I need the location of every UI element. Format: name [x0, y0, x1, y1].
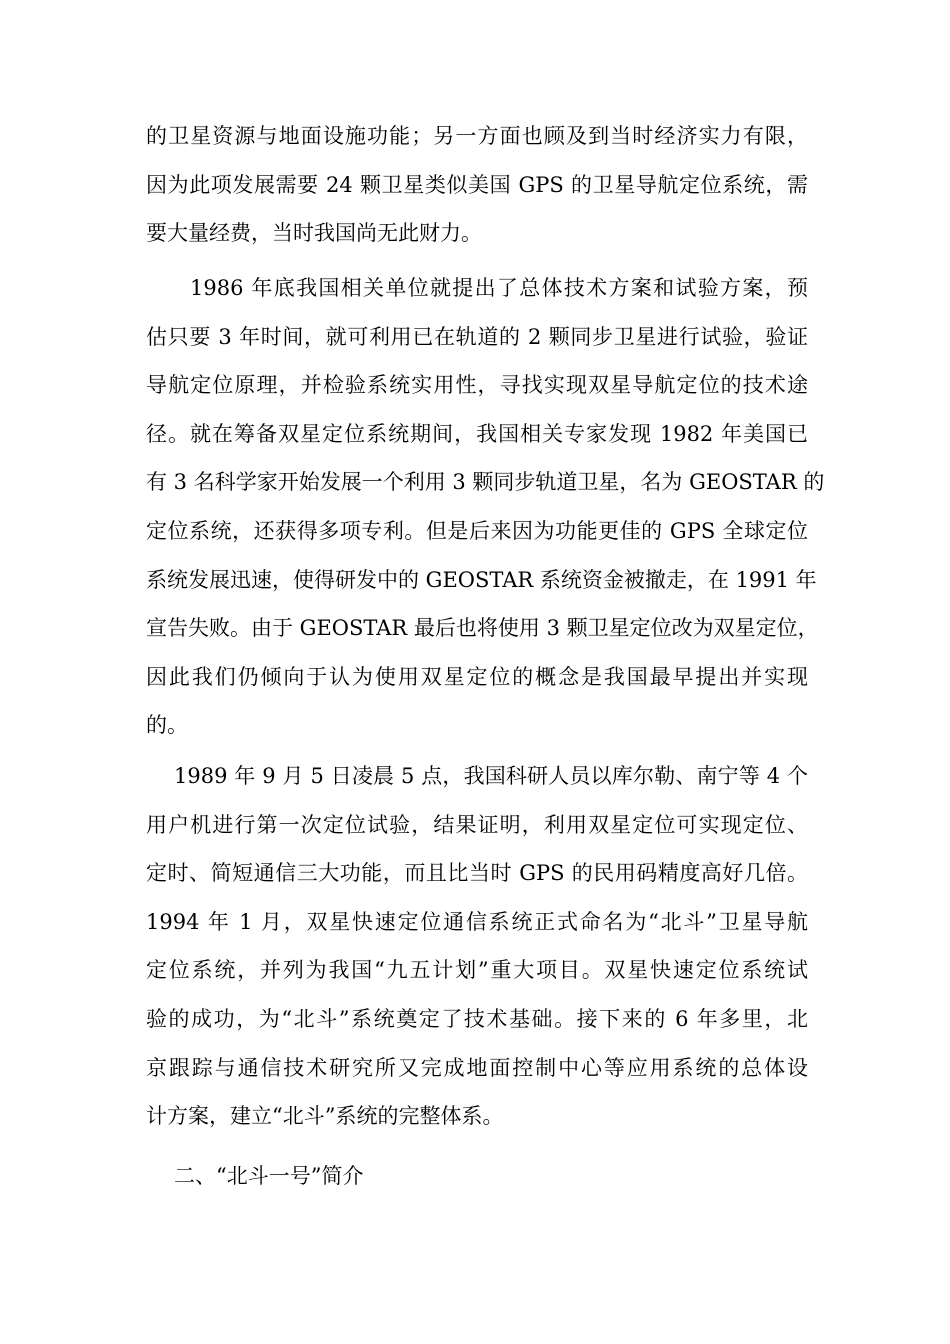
paragraph-2-line-3: 导航定位原理，并检验系统实用性，寻找实现双星导航定位的技术途 [146, 373, 808, 398]
paragraph-2-line-6: 定位系统，还获得多项专利。但是后来因为功能更佳的 GPS 全球定位 [146, 518, 808, 543]
paragraph-2 [146, 264, 825, 750]
paragraph-3-line-2: 用户机进行第一次定位试验，结果证明，利用双星定位可实现定位、 [146, 812, 808, 837]
paragraph-2-line-1: 1986 年底我国相关单位就提出了总体技术方案和试验方案，预 [190, 276, 808, 300]
paragraph-1-line-1: 的卫星资源与地面设施功能；另一方面也顾及到当时经济实力有限， [146, 124, 808, 148]
paragraph-3-line-8: 计方案，建立“北斗”系统的完整体系。 [146, 1104, 504, 1129]
paragraph-2-line-4: 径。就在筹备双星定位系统期间，我国相关专家发现 1982 年美国已 [146, 421, 808, 446]
paragraph-3-line-6: 验的成功，为“北斗”系统奠定了技术基础。接下来的 6 年多里，北 [146, 1006, 808, 1031]
section-heading [146, 1152, 808, 1201]
paragraph-1 [146, 112, 808, 258]
paragraph-3-line-3: 定时、简短通信三大功能，而且比当时 GPS 的民用码精度高好几倍。 [146, 861, 808, 886]
paragraph-1-line-3: 要大量经费，当时我国尚无此财力。 [146, 221, 482, 246]
paragraph-3-line-7: 京跟踪与通信技术研究所又完成地面控制中心等应用系统的总体设 [146, 1055, 808, 1080]
paragraph-2-line-5: 有 3 名科学家开始发展一个利用 3 颗同步轨道卫星，名为 GEOSTAR 的 [146, 470, 825, 495]
paragraph-2-line-7: 系统发展迅速，使得研发中的 GEOSTAR 系统资金被撤走，在 1991 年 [146, 567, 817, 592]
document-page [146, 0, 825, 1344]
paragraph-2-line-8: 宣告失败。由于 GEOSTAR 最后也将使用 3 颗卫星定位改为双星定位， [146, 616, 819, 641]
paragraph-1-line-2: 因为此项发展需要 24 颗卫星类似美国 GPS 的卫星导航定位系统，需 [146, 172, 808, 197]
paragraph-3-line-1: 1989 年 9 月 5 日凌晨 5 点，我国科研人员以库尔勒、南宁等 4 个 [174, 764, 808, 788]
section-heading-text: 二、“北斗一号”简介 [174, 1164, 364, 1188]
paragraph-3 [146, 752, 808, 1141]
paragraph-3-line-4: 1994 年 1 月，双星快速定位通信系统正式命名为“北斗”卫星导航 [146, 909, 808, 934]
paragraph-2-line-9: 因此我们仍倾向于认为使用双星定位的概念是我国最早提出并实现 [146, 664, 808, 689]
paragraph-2-line-2: 估只要 3 年时间，就可利用已在轨道的 2 颗同步卫星进行试验，验证 [146, 324, 808, 349]
paragraph-3-line-5: 定位系统，并列为我国“九五计划”重大项目。双星快速定位系统试 [146, 958, 808, 983]
paragraph-2-line-10: 的。 [146, 713, 188, 738]
